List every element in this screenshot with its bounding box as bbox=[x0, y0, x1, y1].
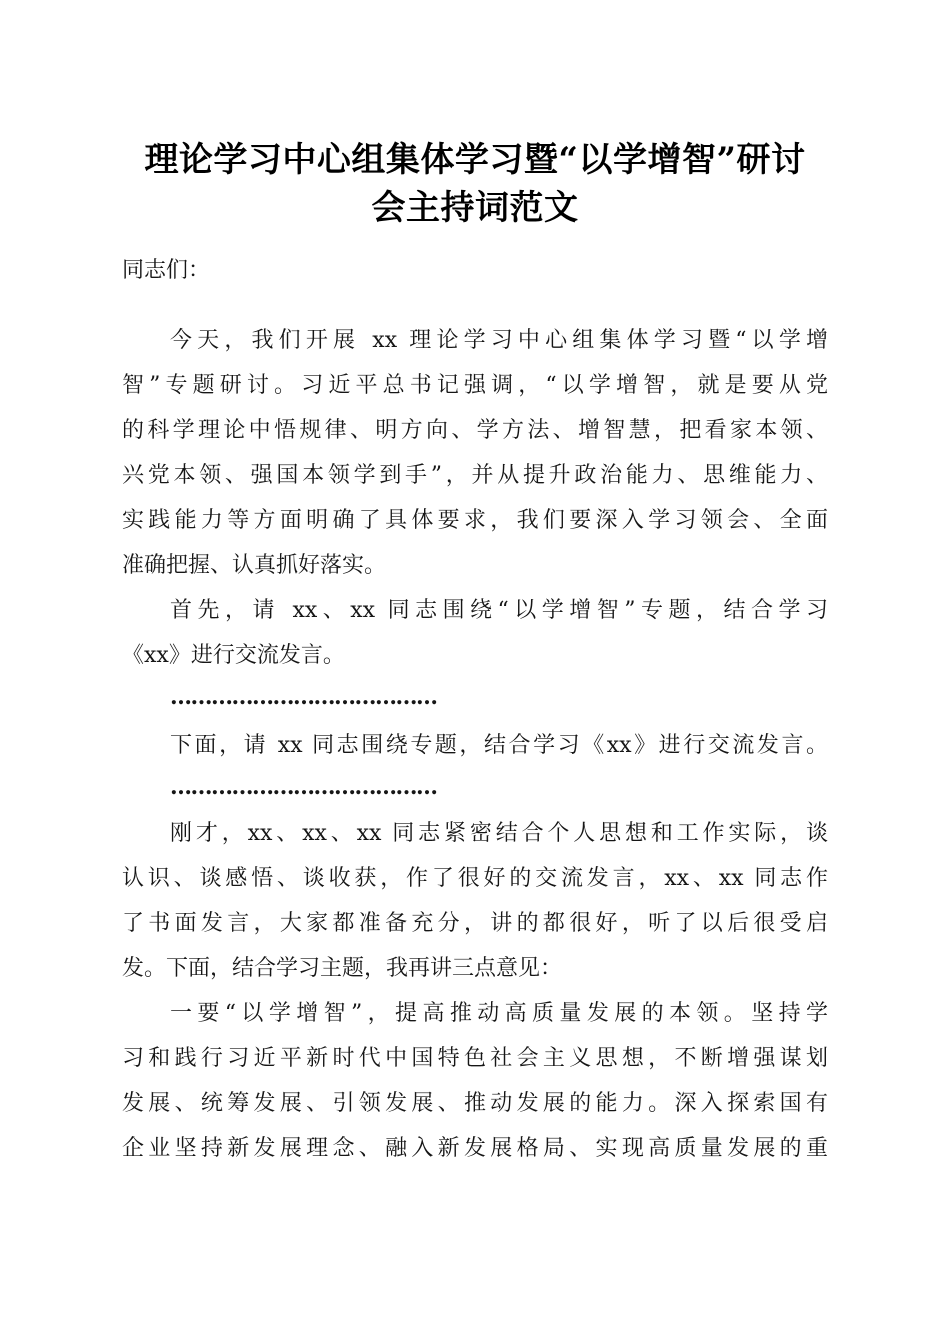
body-text-line: 下面，请 xx 同志围绕专题，结合学习《xx》进行交流发言。 bbox=[170, 733, 828, 758]
body-text-line: 今天，我们开展 xx 理论学习中心组集体学习暨“以学增 bbox=[170, 328, 828, 353]
body-text-line: 认识、谈感悟、谈收获，作了很好的交流发言，xx、xx 同志作 bbox=[122, 866, 828, 891]
ellipsis-divider: ………………………………… bbox=[170, 774, 437, 800]
body-text-line: 发。下面，结合学习主题，我再讲三点意见： bbox=[122, 956, 563, 981]
document-title-line-1: 理论学习中心组集体学习暨“以学增智”研讨 bbox=[144, 140, 806, 180]
body-text-line: 准确把握、认真抓好落实。 bbox=[122, 553, 387, 578]
body-text-line: 的科学理论中悟规律、明方向、学方法、增智慧，把看家本领、 bbox=[122, 418, 828, 443]
body-text-line: 刚才，xx、xx、xx 同志紧密结合个人思想和工作实际，谈 bbox=[170, 821, 828, 846]
body-text-line: 《xx》进行交流发言。 bbox=[122, 643, 345, 668]
body-text-line: 发展、统筹发展、引领发展、推动发展的能力。深入探索国有 bbox=[122, 1091, 828, 1116]
document-title-line-2: 会主持词范文 bbox=[371, 188, 579, 228]
body-text-line: 一要“以学增智”，提高推动高质量发展的本领。坚持学 bbox=[170, 1001, 828, 1026]
body-text-line: 企业坚持新发展理念、融入新发展格局、实现高质量发展的重 bbox=[122, 1136, 828, 1161]
salutation: 同志们： bbox=[122, 258, 211, 283]
body-text-line: 智”专题研讨。习近平总书记强调，“以学增智，就是要从党 bbox=[122, 373, 828, 398]
body-text-line: 兴党本领、强国本领学到手”，并从提升政治能力、思维能力、 bbox=[122, 463, 828, 488]
body-text-line: 首先，请 xx、xx 同志围绕“以学增智”专题，结合学习 bbox=[170, 598, 828, 623]
body-text-line: 实践能力等方面明确了具体要求，我们要深入学习领会、全面 bbox=[122, 508, 828, 533]
ellipsis-divider: ………………………………… bbox=[170, 684, 437, 710]
body-text-line: 习和践行习近平新时代中国特色社会主义思想，不断增强谋划 bbox=[122, 1046, 828, 1071]
body-text-line: 了书面发言，大家都准备充分，讲的都很好，听了以后很受启 bbox=[122, 911, 828, 936]
